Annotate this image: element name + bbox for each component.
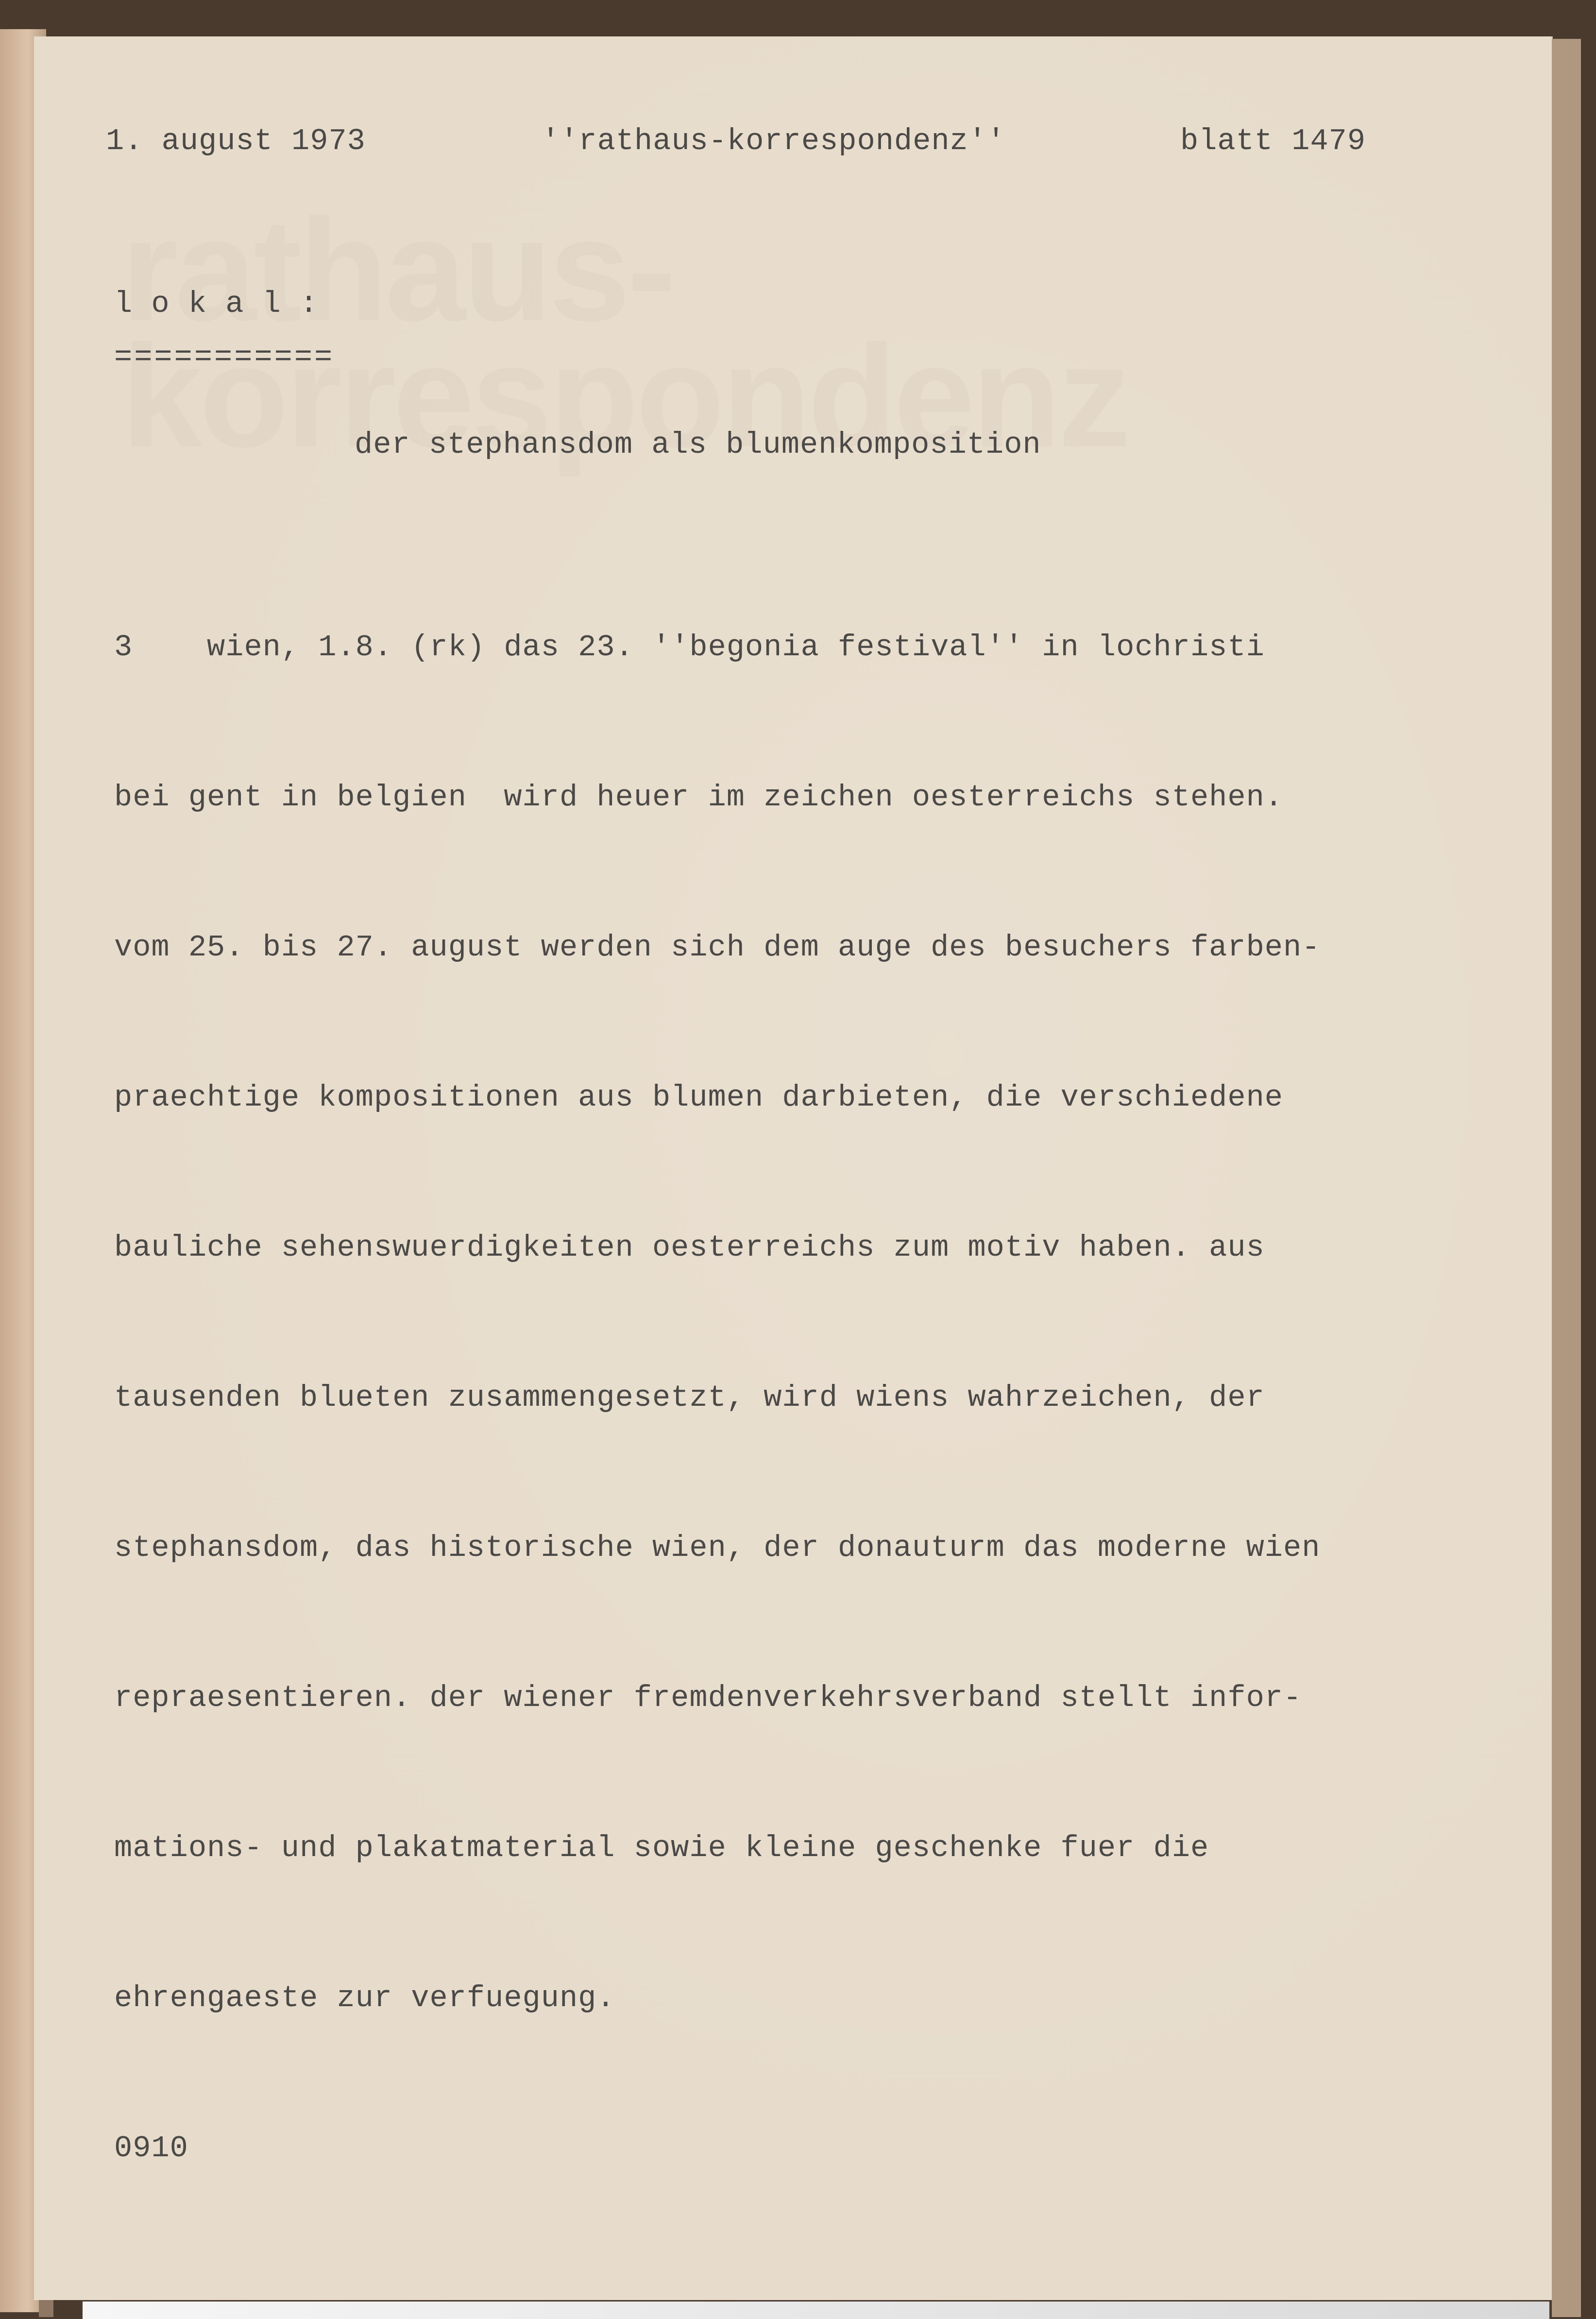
- body-line: ehrengaeste zur verfuegung.: [114, 1981, 615, 2015]
- body-line: bauliche sehenswuerdigkeiten oesterreichs zum motiv haben. aus: [114, 1230, 1265, 1265]
- body-line: bei gent in belgien wird heuer im zeichen oesterreichs stehen.: [114, 780, 1283, 815]
- article-headline: der stephansdom als blumenkomposition: [355, 427, 1041, 462]
- right-page-edge: [1552, 39, 1581, 2317]
- scan-bottom-strip: [83, 2302, 1549, 2319]
- article-code: 0910: [114, 2131, 188, 2166]
- body-line: praechtige kompositionen aus blumen darbieten, die verschiedene: [114, 1080, 1283, 1115]
- section-underline: ===========: [114, 340, 335, 375]
- header-date: 1. august 1973: [106, 124, 366, 158]
- watermark-line-1: [121, 206, 1481, 333]
- body-line: vom 25. bis 27. august werden sich dem auge des besuchers farben-: [114, 930, 1321, 965]
- header-sheet-number: blatt 1479: [1180, 124, 1366, 158]
- header-publication: ''rathaus-korrespondenz'': [542, 124, 1006, 158]
- article-body: [114, 522, 1320, 2273]
- body-line: repraesentieren. der wiener fremdenverkehrsverband stellt infor-: [114, 1681, 1302, 1715]
- body-line: stephansdom, das historische wien, der donauturm das moderne wien: [114, 1531, 1321, 1565]
- section-label: l o k a l :: [114, 287, 319, 321]
- body-line: mations- und plakatmaterial sowie kleine geschenke fuer die: [114, 1831, 1209, 1865]
- body-line: tausenden blueten zusammengesetzt, wird wiens wahrzeichen, der: [114, 1381, 1265, 1415]
- letterhead-watermark: [121, 206, 1481, 459]
- body-line: 3 wien, 1.8. (rk) das 23. ''begonia festival'' in lochristi: [114, 630, 1265, 665]
